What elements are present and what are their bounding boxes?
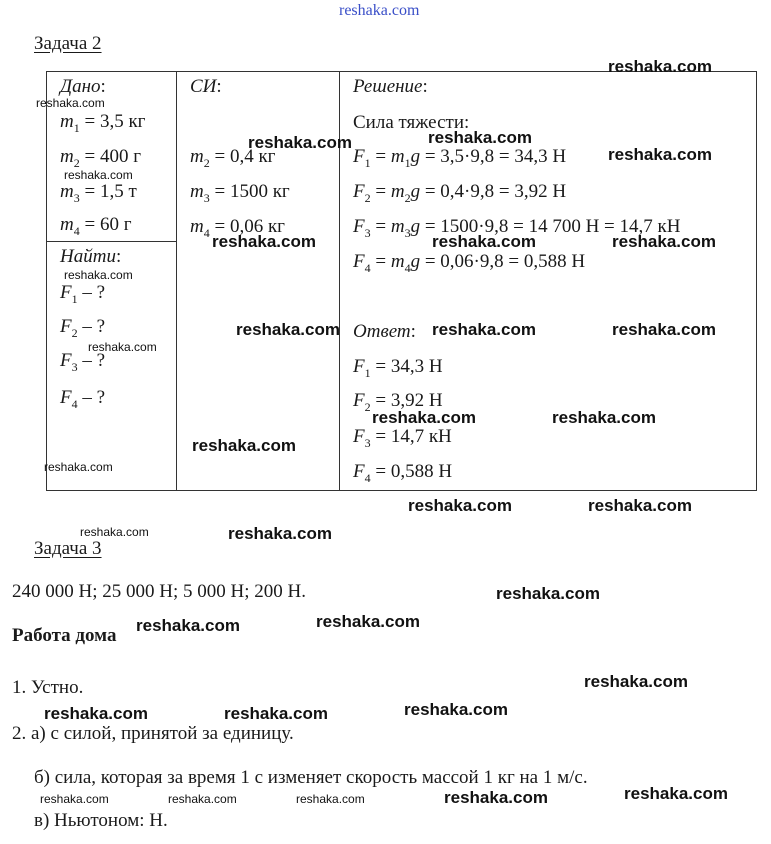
table-left-border bbox=[46, 71, 47, 491]
si-header: СИ: bbox=[190, 76, 222, 97]
equation-f3: $F_3 = m_3g = 1500\cdot 9,8 = 14$ 700 Н = 14,7 кН bbox=[353, 216, 681, 240]
given-find-divider bbox=[46, 241, 177, 242]
equation-f1: $F_1 = m_1g = 3,5\cdot 9,8 = 34,3$ Н bbox=[353, 146, 567, 170]
watermark: reshaka.com bbox=[168, 792, 237, 806]
watermark: reshaka.com bbox=[212, 232, 316, 251]
si-m4: $m_4 = 0,06$ кг bbox=[190, 216, 285, 240]
watermark: reshaka.com bbox=[444, 788, 548, 807]
find-f2: $F_2$ – ? bbox=[60, 316, 106, 340]
watermark: reshaka.com bbox=[136, 616, 240, 635]
given-m3: $m_3 = 1,5$ т bbox=[60, 181, 137, 205]
answer-f4: $F_4 = 0,588$ Н bbox=[353, 461, 453, 485]
watermark: reshaka.com bbox=[584, 672, 688, 691]
answer-f1: $F_1 = 34,3$ Н bbox=[353, 356, 443, 380]
watermark: reshaka.com bbox=[236, 320, 340, 339]
watermark: reshaka.com bbox=[612, 320, 716, 339]
task3-answer: 240 000 Н; 25 000 Н; 5 000 Н; 200 Н. bbox=[12, 581, 306, 602]
table-bottom-border bbox=[46, 490, 757, 491]
equation-f2: $F_2 = m_2g = 0,4\cdot 9,8 = 3,92$ Н bbox=[353, 181, 567, 205]
find-f4: $F_4$ – ? bbox=[60, 387, 106, 411]
watermark: reshaka.com bbox=[248, 133, 352, 152]
watermark: reshaka.com bbox=[608, 57, 712, 76]
si-m2: $m_2 = 0,4$ кг bbox=[190, 146, 276, 170]
homework-item-2a: 2. а) с силой, принятой за единицу. bbox=[12, 723, 294, 744]
homework-item-2b: б) сила, которая за время 1 с изменяет скорость массой 1 кг на 1 м/с. bbox=[34, 767, 588, 788]
watermark: reshaka.com bbox=[64, 268, 133, 282]
watermark: reshaka.com bbox=[80, 525, 149, 539]
watermark: reshaka.com bbox=[44, 704, 148, 723]
watermark: reshaka.com bbox=[44, 460, 113, 474]
table-col-divider-1 bbox=[176, 71, 177, 491]
answer-f3: $F_3 = 14,7$ кН bbox=[353, 426, 452, 450]
watermark: reshaka.com bbox=[552, 408, 656, 427]
solution-header: Решение: bbox=[353, 76, 428, 97]
given-m4: $m_4 = 60$ г bbox=[60, 214, 132, 238]
watermark: reshaka.com bbox=[496, 584, 600, 603]
watermark: reshaka.com bbox=[316, 612, 420, 631]
watermark: reshaka.com bbox=[64, 168, 133, 182]
watermark: reshaka.com bbox=[296, 792, 365, 806]
watermark: reshaka.com bbox=[40, 792, 109, 806]
homework-item-1: 1. Устно. bbox=[12, 677, 84, 698]
watermark: reshaka.com bbox=[428, 128, 532, 147]
watermark: reshaka.com bbox=[36, 96, 105, 110]
watermark: reshaka.com bbox=[404, 700, 508, 719]
task2-title: Задача 2 bbox=[34, 33, 102, 54]
top-watermark: reshaka.com bbox=[339, 2, 420, 19]
equation-f4: $F_4 = m_4g = 0,06\cdot 9,8 = 0,588$ Н bbox=[353, 251, 586, 275]
si-m3: $m_3 = 1500$ кг bbox=[190, 181, 290, 205]
given-m2: $m_2 = 400$ г bbox=[60, 146, 141, 170]
answer-f2: $F_2 = 3,92$ Н bbox=[353, 390, 443, 414]
gravity-label: Сила тяжести: bbox=[353, 112, 470, 133]
find-header: Найти: bbox=[60, 246, 122, 267]
watermark: reshaka.com bbox=[372, 408, 476, 427]
homework-title: Работа дома bbox=[12, 625, 117, 646]
watermark: reshaka.com bbox=[228, 524, 332, 543]
watermark: reshaka.com bbox=[588, 496, 692, 515]
watermark: reshaka.com bbox=[192, 436, 296, 455]
watermark: reshaka.com bbox=[88, 340, 157, 354]
find-f1: $F_1$ – ? bbox=[60, 282, 106, 306]
watermark: reshaka.com bbox=[612, 232, 716, 251]
table-right-border bbox=[756, 71, 757, 491]
watermark: reshaka.com bbox=[432, 320, 536, 339]
answer-header: Ответ: bbox=[353, 321, 416, 342]
watermark: reshaka.com bbox=[432, 232, 536, 251]
given-m1: $m_1 = 3,5$ кг bbox=[60, 111, 146, 135]
task3-title: Задача 3 bbox=[34, 538, 102, 559]
given-header: Дано: bbox=[60, 76, 106, 97]
watermark: reshaka.com bbox=[224, 704, 328, 723]
watermark: reshaka.com bbox=[608, 145, 712, 164]
homework-item-2c: в) Ньютоном: Н. bbox=[34, 810, 168, 831]
find-f3: $F_3$ – ? bbox=[60, 350, 106, 374]
watermark: reshaka.com bbox=[408, 496, 512, 515]
watermark: reshaka.com bbox=[624, 784, 728, 803]
